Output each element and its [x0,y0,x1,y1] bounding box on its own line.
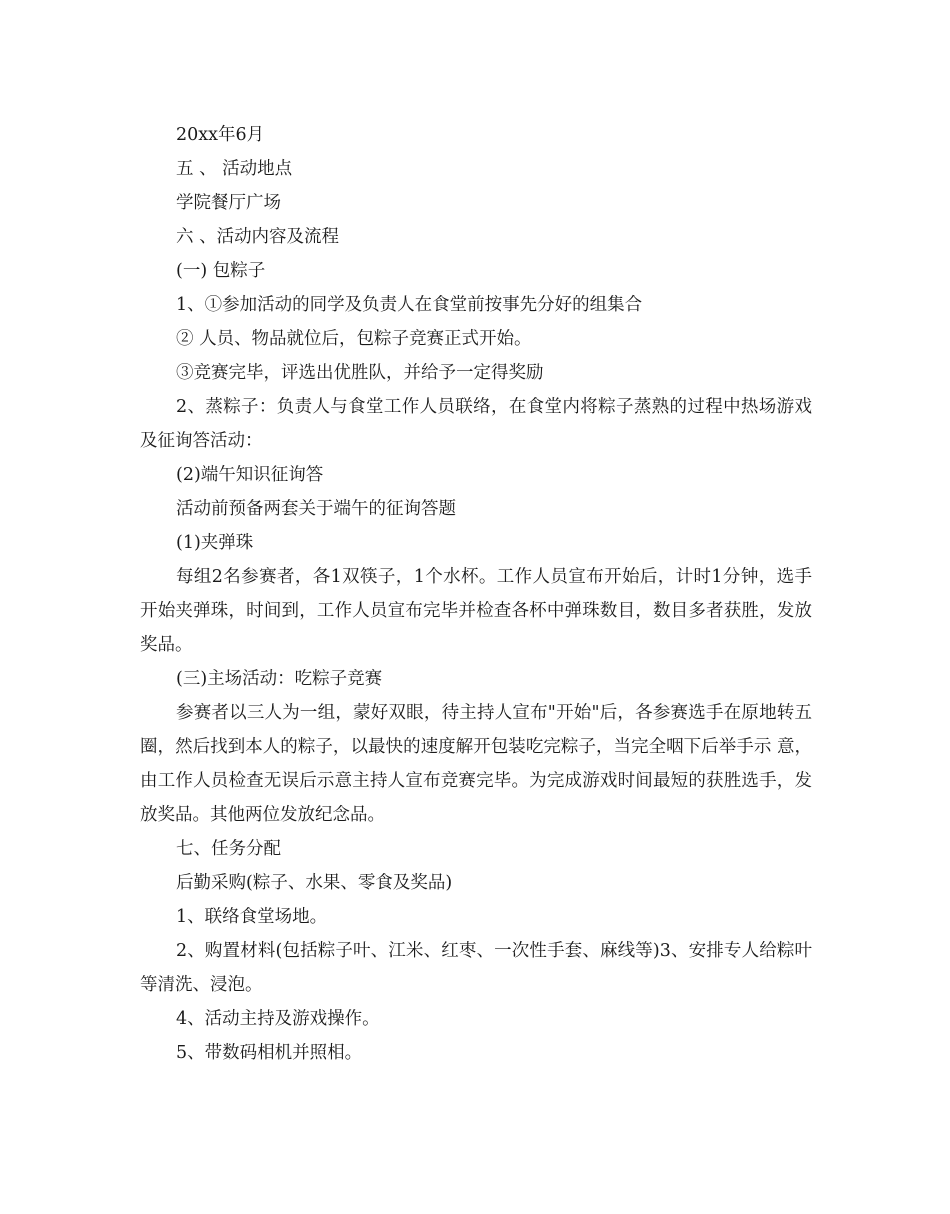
subsection-zongzi-heading: (一) 包粽子 [176,261,266,281]
step-3-line: ③竞赛完毕，评选出优胜队，并给予一定得奖励 [176,363,544,383]
date-line: 20xx年6月 [176,125,265,145]
task-1-line: 1、联络食堂场地。 [176,907,328,927]
section-six-heading: 六 、活动内容及流程 [176,227,340,247]
document-body [140,118,812,1070]
quiz-text: 活动前预备两套关于端午的征询答题 [176,499,456,519]
marble-paragraph: 每组2名参赛者，各1双筷子，1个水杯。工作人员宣布开始后，计时1分钟，选手开始夹弹珠，时间到，工作人员宣布完毕并检查各杯中弹珠数目，数目多者获胜，发放奖品。 [140,567,812,655]
task-5-line: 5、带数码相机并照相。 [176,1043,363,1063]
location-text: 学院餐厅广场 [176,193,281,213]
step-2-line: ② 人员、物品就位后，包粽子竞赛正式开始。 [176,329,532,349]
marble-heading: (1)夹弹珠 [176,533,254,553]
steaming-paragraph: 2、蒸粽子：负责人与食堂工作人员联络，在食堂内将粽子蒸熟的过程中热场游戏及征询答活动： [140,397,812,451]
logistics-line: 后勤采购(粽子、水果、零食及奖品) [176,873,453,893]
materials-paragraph: 2、购置材料(包括粽子叶、江米、红枣、一次性手套、麻线等)3、安排专人给粽叶等清洗、浸泡。 [140,941,812,995]
eating-contest-paragraph: 参赛者以三人为一组，蒙好双眼，待主持人宣布"开始"后，各参赛选手在原地转五圈，然后找到本人的粽子，以最快的速度解开包装吃完粽子，当完全咽下后举手示 意，由工作人员检查无误后示意主持人宣布竞赛完毕。为完成游戏时间最短的获胜选手，发放奖品。其他两位发放纪念品。 [140,703,812,825]
section-five-heading: 五 、 活动地点 [176,159,293,179]
section-seven-heading: 七、任务分配 [176,839,281,859]
quiz-heading: (2)端午知识征询答 [176,465,324,485]
main-activity-heading: (三)主场活动：吃粽子竞赛 [176,669,383,689]
task-4-line: 4、活动主持及游戏操作。 [176,1009,380,1029]
step-1-line: 1、①参加活动的同学及负责人在食堂前按事先分好的组集合 [176,295,643,315]
